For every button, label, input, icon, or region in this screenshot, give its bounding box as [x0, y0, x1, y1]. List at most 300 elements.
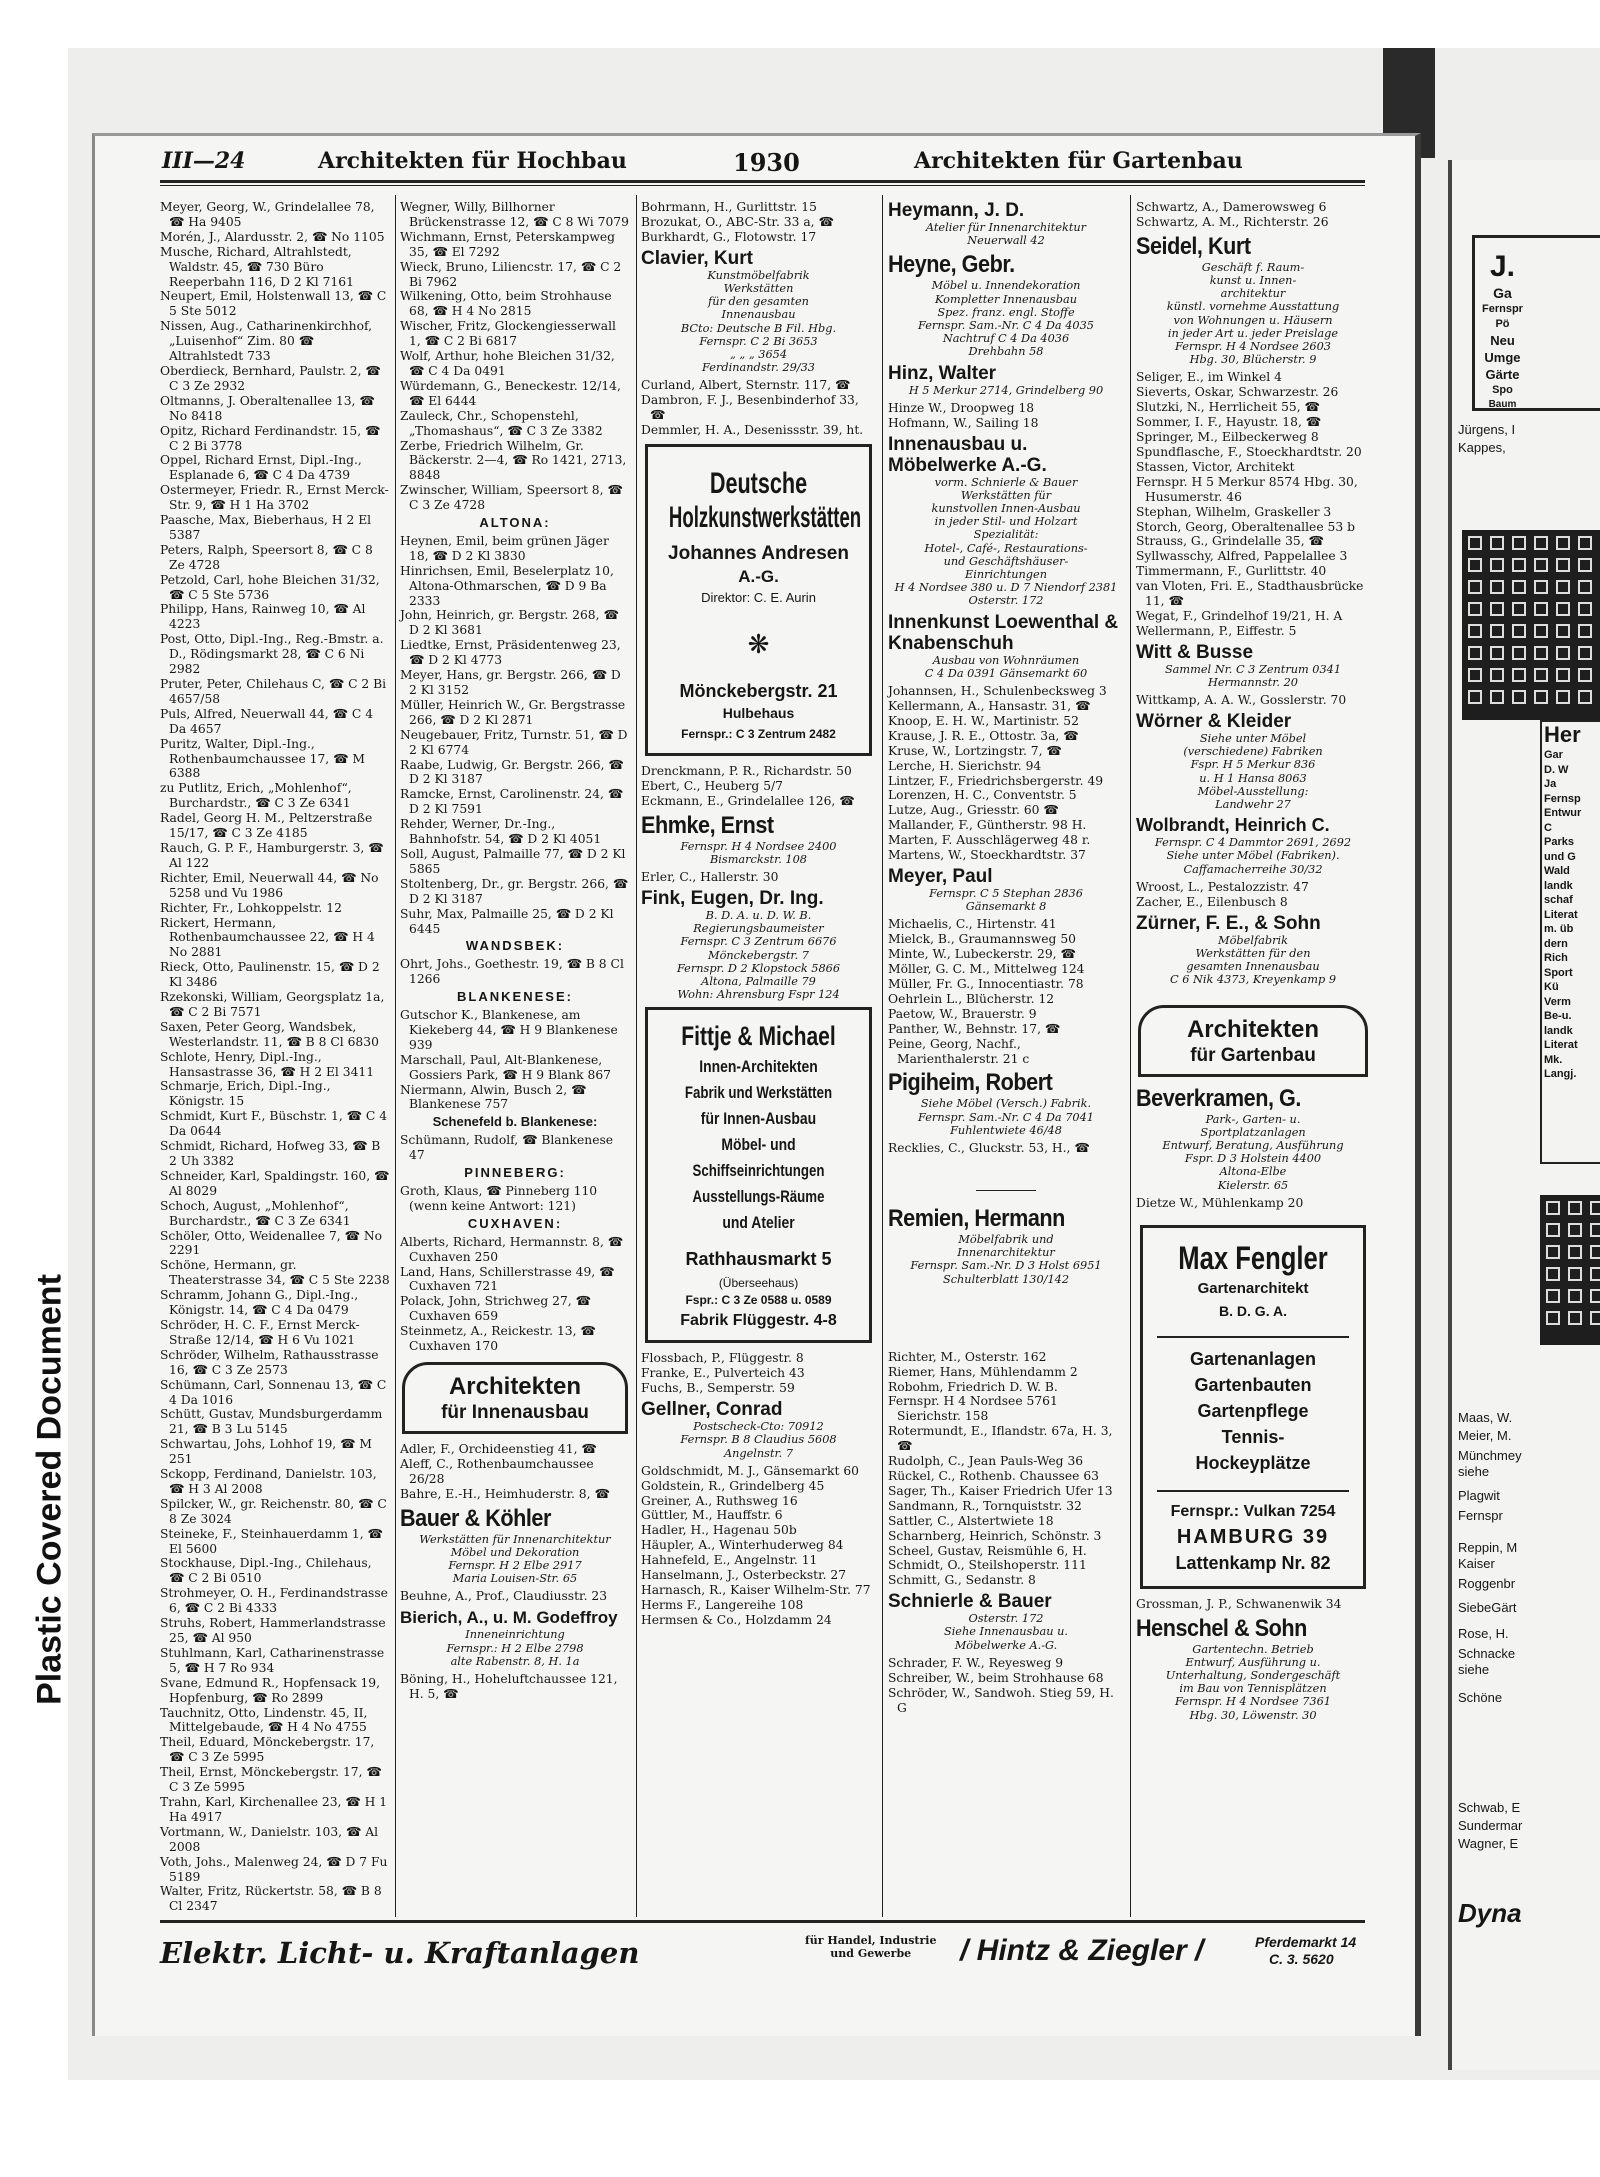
- firm-seidel: [1136, 233, 1370, 367]
- listing-entry: Schmidt, Kurt F., Büschstr. 1, ☎ C 4 Da 0644: [160, 1109, 388, 1139]
- listing-entry: Wischer, Fritz, Glockengiesserwall 1, ☎ C 2 Bi 6817: [400, 319, 616, 349]
- firm-detail: Altona-Elbe: [1219, 1165, 1287, 1179]
- ad-line: Hockeyplätze: [1195, 1452, 1311, 1473]
- adjacent-line: Münchmey: [1458, 1448, 1522, 1463]
- listing-entry: Johannsen, H., Schulenbecksweg 3: [888, 684, 1107, 699]
- pattern-cell: [1578, 668, 1592, 682]
- listing-entry: Steineke, F., Steinhauerdamm 1, ☎ El 5600: [160, 1526, 383, 1556]
- firm-name: Bauer & Köhler: [400, 1504, 551, 1532]
- firm-name: Wolbrandt, Heinrich C.: [1136, 815, 1330, 836]
- adjacent-ad-text: Rich: [1544, 952, 1568, 964]
- firm-detail: Fernspr. H 4 Nordsee 7361: [1175, 1695, 1331, 1709]
- adjacent-line: Rose, H.: [1458, 1626, 1509, 1641]
- firm-detail: Drehbahn 58: [968, 345, 1044, 359]
- listing-entry: Dambron, F. J., Besenbinderhof 33, ☎: [641, 393, 859, 423]
- listing-entry: Aleff, C., Rothenbaumchaussee 26/28: [400, 1456, 594, 1486]
- firm-detail: Osterstr. 172: [968, 594, 1044, 608]
- listing-entry: Beuhne, A., Prof., Claudiusstr. 23: [400, 1589, 608, 1604]
- firm-detail: kunst u. Innen-: [1209, 274, 1297, 288]
- listing-entry: Lintzer, F., Friedrichsbergerstr. 49: [888, 773, 1104, 788]
- pattern-cell: [1568, 1223, 1582, 1237]
- firm-detail: Ferdinandstr. 29/33: [702, 361, 815, 375]
- pattern-cell: [1534, 646, 1548, 660]
- firm-name: Witt & Busse: [1136, 641, 1254, 663]
- listing-entry: Struhs, Robert, Hammerlandstrasse 25, ☎ Al 950: [160, 1616, 386, 1645]
- firm-name: Fink, Eugen, Dr. Ing.: [641, 888, 824, 909]
- firm-detail: H 4 Nordsee 380 u. D 7 Niendorf 2381: [894, 581, 1118, 595]
- listing-entry: Rückel, C., Rothenb. Chaussee 63: [888, 1469, 1099, 1483]
- firm-detail: Ausbau von Wohnräumen: [932, 653, 1080, 667]
- column-divider: [882, 195, 883, 1917]
- listing-entry: Wilkening, Otto, beim Strohhause 68, ☎ H 4 No 2815: [400, 289, 612, 319]
- pattern-cell: [1568, 1245, 1582, 1259]
- firm-detail: Inneneinrichtung: [465, 1628, 565, 1642]
- ad-line: Fittje & Michael: [681, 1021, 836, 1052]
- firm-detail: C 6 Nik 4373, Kreyenkamp 9: [1169, 973, 1337, 987]
- listing-entry: Gutschor K., Blankenese, am Kiekeberg 44, ☎ H 9 Blankenese 939: [400, 1008, 618, 1052]
- firm-name: Ehmke, Ernst: [641, 811, 774, 839]
- firm-detail: Maria Louisen-Str. 65: [452, 1572, 578, 1586]
- listing-entry: Pruter, Peter, Chilehaus C, ☎ C 2 Bi 4657/58: [160, 677, 387, 706]
- listing-entry: Marten, F. Ausschlägerweg 48 r.: [888, 833, 1091, 848]
- listing-entry: Schmidt, Richard, Hofweg 33, ☎ B 2 Uh 3382: [160, 1139, 381, 1168]
- adjacent-ad-text: landk: [1544, 1024, 1573, 1037]
- listing-entry: Erler, C., Hallerstr. 30: [641, 870, 779, 885]
- listing-entry: Alberts, Richard, Hermannstr. 8, ☎ Cuxhaven 250: [400, 1234, 624, 1264]
- firm-detail: „ „ „ 3654: [729, 347, 788, 361]
- ad-line: Gartenanlagen: [1189, 1348, 1317, 1369]
- firm-detail: Siehe unter Möbel (Fabriken).: [1166, 849, 1340, 863]
- firm-detail: Entwurf, Beratung, Ausführung: [1162, 1138, 1344, 1152]
- firm-detail: Innenausbau: [721, 308, 796, 322]
- adjacent-ad-text: schaf: [1544, 894, 1573, 906]
- adjacent-ad-text: landk: [1544, 879, 1573, 892]
- pattern-cell: [1546, 1201, 1560, 1215]
- firm-name: Heyne, Gebr.: [888, 251, 1015, 279]
- banner-line-1: Architekten: [448, 1372, 582, 1400]
- listing-entry: Rudolph, C., Jean Pauls-Weg 36: [888, 1454, 1084, 1469]
- footer-firm-name: Hintz & Ziegler: [976, 1934, 1187, 1967]
- listing-entry: Wellermann, P., Eiffestr. 5: [1136, 623, 1297, 638]
- firm-detail: Möbel u. Innendekoration: [931, 279, 1081, 293]
- firm-detail: Werkstätten für Innenarchitektur: [419, 1532, 611, 1546]
- listing-entry: Hanselmann, J., Osterbeckstr. 27: [641, 1568, 847, 1583]
- listing-entry: Schreiber, W., beim Strohhause 68: [888, 1670, 1104, 1685]
- pattern-cell: [1468, 602, 1482, 616]
- firm-detail: Möbel und Dekoration: [450, 1545, 580, 1559]
- listing-entry: Scheel, Gustav, Reismühle 6, H.: [888, 1543, 1087, 1558]
- listing-entry: Wichmann, Ernst, Peterskampweg 35, ☎ El 7292: [400, 229, 616, 259]
- listing-entry: Wegner, Willy, Billhorner Brückenstrasse 12, ☎ C 8 Wi 7079: [400, 200, 629, 229]
- pattern-cell: [1534, 536, 1548, 550]
- listing-entry: Sieverts, Oskar, Schwarzestr. 26: [1136, 385, 1339, 400]
- firm-name: Henschel & Sohn: [1136, 1614, 1307, 1642]
- listing-entry: Strohmeyer, O. H., Ferdinandstrasse 6, ☎ C 2 Bi 4333: [160, 1586, 388, 1616]
- pattern-cell: [1556, 646, 1570, 660]
- firm-clavier: [641, 248, 876, 375]
- firm-detail: Fernspr. C 2 Bi 3653: [699, 334, 818, 348]
- adjacent-ad-text: Verm: [1544, 995, 1571, 1008]
- pattern-cell: [1546, 1311, 1560, 1325]
- adjacent-ad-text: Mk.: [1544, 1053, 1563, 1066]
- firm-detail: für den gesamten: [708, 295, 809, 309]
- firm-detail: vorm. Schnierle & Bauer: [934, 475, 1078, 489]
- listing-entry: Svane, Edmund R., Hopfensack 19, Hopfenburg, ☎ Ro 2899: [160, 1675, 381, 1705]
- listing-entry: van Vloten, Fri. E., Stadthausbrücke 11, ☎: [1136, 579, 1364, 609]
- listing-entry: Oltmanns, J. Oberaltenallee 13, ☎ No 8418: [160, 393, 375, 423]
- header-right-title: Architekten für Gartenbau: [914, 148, 1243, 174]
- listing-entry: Marschall, Paul, Alt-Blankenese, Gossiers Park, ☎ H 9 Blank 867: [400, 1052, 611, 1082]
- banner-innenausbau: [402, 1362, 628, 1434]
- firm-detail: Möbelfabrik: [1218, 933, 1288, 947]
- pattern-cell: [1556, 602, 1570, 616]
- listing-entry: Möller, G. C. M., Mittelweg 124: [888, 962, 1085, 977]
- listing-entry: Flossbach, P., Flüggestr. 8: [641, 1351, 804, 1366]
- pattern-cell: [1534, 580, 1548, 594]
- footer-addr-1: Pferdemarkt 14: [1255, 1934, 1357, 1950]
- pattern-cell: [1556, 690, 1570, 704]
- footer-firm: / Hintz & Ziegler /: [960, 1934, 1204, 1967]
- listing-entry: Heynen, Emil, beim grünen Jäger 18, ☎ D 2 Kl 3830: [400, 533, 609, 563]
- pattern-cell: [1490, 536, 1504, 550]
- firm-name: Pigiheim, Robert: [888, 1069, 1053, 1097]
- firm-name: Remien, Hermann: [888, 1204, 1065, 1232]
- firm-henschel: [1136, 1615, 1370, 1722]
- listing-entry: Sckopp, Ferdinand, Danielstr. 103, ☎ H 3 Al 2008: [160, 1467, 377, 1496]
- firm-detail: BCto: Deutsche B Fil. Hbg.: [680, 321, 837, 335]
- listing-entry: Spilcker, W., gr. Reichenstr. 80, ☎ C 8 Ze 3024: [160, 1496, 387, 1526]
- adjacent-ad-text: Literat: [1544, 908, 1578, 921]
- firm-fink: [641, 888, 876, 1001]
- ornament-icon: ❋: [747, 628, 770, 659]
- listing-entry: Müller, Heinrich W., Gr. Bergstrasse 266, ☎ D 2 Kl 2871: [400, 697, 626, 727]
- listing-entry: Seliger, E., im Winkel 4: [1136, 370, 1282, 385]
- adjacent-line: Jürgens, I: [1458, 422, 1516, 437]
- firm-detail: Kompletter Innenausbau: [935, 292, 1077, 306]
- firm-detail: Bismarckstr. 108: [710, 852, 807, 866]
- pattern-cell: [1490, 646, 1504, 660]
- listing-entry: Schröder, Wilhelm, Rathausstrasse 16, ☎ C 3 Ze 2573: [160, 1347, 379, 1377]
- pattern-cell: [1578, 602, 1592, 616]
- adjacent-ad-text: D. W: [1544, 763, 1569, 776]
- adjacent-pattern: [1540, 1195, 1600, 1345]
- listing-entry: Voth, Johs., Malenweg 24, ☎ D 7 Fu 5189: [160, 1854, 388, 1884]
- listing-entry: Sager, Th., Kaiser Friedrich Ufer 13: [888, 1483, 1113, 1498]
- listing-entry: Schröder, H. C. F., Ernst Merck-Straße 12/14, ☎ H 6 Vu 1021: [160, 1317, 360, 1347]
- header-rule-thin: [160, 185, 1365, 186]
- firm-witt-busse: [1136, 642, 1370, 689]
- listing-entry: Wroost, L., Pestalozzistr. 47: [1136, 879, 1309, 894]
- listing-entry: Rotermundt, E., Iflandstr. 67a, H. 3, ☎: [888, 1424, 1113, 1454]
- listing-entry: Wieck, Bruno, Liliencstr. 17, ☎ C 2 Bi 7962: [400, 259, 622, 289]
- firm-detail: Hermannstr. 20: [1208, 675, 1298, 689]
- listing-entry: Schmitt, G., Sedanstr. 8: [888, 1573, 1036, 1588]
- listing-entry: Hermsen & Co., Holzdamm 24: [641, 1612, 832, 1627]
- listing-entry: Schütt, Gustav, Mundsburgerdamm 21, ☎ B 3 Lu 5145: [160, 1407, 383, 1437]
- pattern-cell: [1578, 690, 1592, 704]
- listing-entry: Riemer, Hans, Mühlendamm 2: [888, 1364, 1078, 1379]
- adjacent-line: siehe: [1458, 1464, 1490, 1479]
- pattern-cell: [1512, 690, 1526, 704]
- column-divider: [395, 195, 396, 1917]
- adjacent-line: SiebeGärt: [1458, 1600, 1517, 1615]
- pattern-cell: [1578, 580, 1592, 594]
- ad-line: Schiffseinrichtungen: [692, 1161, 825, 1181]
- listing-entry: Soll, August, Palmaille 77, ☎ D 2 Kl 5865: [400, 846, 626, 876]
- listing-entry: Puls, Alfred, Neuerwall 44, ☎ C 4 Da 4657: [160, 706, 374, 736]
- ad-line: Gartenpflege: [1197, 1400, 1309, 1421]
- ad-line: Möbel- und: [721, 1135, 796, 1155]
- adjacent-ad-text: Langj.: [1544, 1068, 1577, 1080]
- listing-entry: Richter, M., Osterstr. 162: [888, 1349, 1047, 1364]
- firm-detail: Wohn: Ahrensburg Fspr 124: [677, 988, 840, 1002]
- listing-entry: Petzold, Carl, hohe Bleichen 31/32, ☎ C 5 Ste 5736: [160, 572, 380, 602]
- pattern-cell: [1490, 580, 1504, 594]
- pattern-cell: [1468, 624, 1482, 638]
- firm-detail: künstl. vornehme Ausstattung: [1166, 300, 1340, 314]
- ad-line: Lattenkamp Nr. 82: [1175, 1552, 1331, 1573]
- pattern-cell: [1556, 558, 1570, 572]
- ad-line: HAMBURG 39: [1176, 1525, 1330, 1548]
- adjacent-ad-text: Sport: [1544, 966, 1573, 979]
- pattern-cell: [1468, 558, 1482, 572]
- ad-max-fengler: [1140, 1225, 1366, 1589]
- adjacent-ad-text: Umge: [1484, 350, 1521, 365]
- listing-entry: Oehrlein L., Blücherstr. 12: [888, 991, 1055, 1006]
- firm-meyer-paul: [888, 866, 1124, 913]
- section-schenefeld: Schenefeld b. Blankenese:: [432, 1114, 598, 1130]
- pattern-cell: [1490, 602, 1504, 616]
- ad-fittje-michael: [645, 1007, 872, 1343]
- listing-entry: Ebert, C., Heuberg 5/7: [641, 778, 783, 793]
- adjacent-line: Maas, W.: [1458, 1410, 1513, 1425]
- listing-entry: Robohm, Friedrich D. W. B.: [888, 1379, 1058, 1394]
- pattern-cell: [1512, 536, 1526, 550]
- listing-entry: Demmler, H. A., Desenissstr. 39, ht.: [641, 423, 864, 438]
- listing-entry: Musche, Richard, Altrahlstedt, Waldstr. 45, ☎ 730 Büro Reeperbahn 116, D 2 Kl 7161: [160, 244, 354, 289]
- adjacent-line: Reppin, M: [1458, 1540, 1518, 1555]
- firm-detail: Fspr. H 5 Merkur 836: [1190, 758, 1316, 772]
- listing-entry: Morén, J., Alardusstr. 2, ☎ No 1105: [160, 229, 385, 244]
- pattern-cell: [1490, 668, 1504, 682]
- firm-detail: im Bau von Tennisplätzen: [1179, 1682, 1327, 1696]
- adjacent-line: Kaiser: [1458, 1556, 1495, 1571]
- listing-entry: Zacher, E., Eilenbusch 8: [1136, 894, 1288, 909]
- ad-line: Fernspr.: C 3 Zentrum 2482: [681, 726, 836, 741]
- adjacent-line: Schöne: [1458, 1690, 1503, 1705]
- ad-line: Direktor: C. E. Aurin: [701, 589, 816, 605]
- listing-entry: Nissen, Aug., Catharinenkirchhof, „Luisenhof“ Zim. 80 ☎ Altrahlstedt 733: [160, 319, 373, 364]
- ad-deutsche-holzkunst: [645, 444, 872, 756]
- firm-detail: und Geschäftshäuser-: [943, 554, 1069, 568]
- adjacent-ad-text: Kü: [1544, 981, 1559, 993]
- pattern-cell: [1556, 580, 1570, 594]
- firm-detail: Kunstmöbelfabrik: [707, 268, 810, 282]
- pattern-cell: [1512, 668, 1526, 682]
- firm-detail: Werkstätten: [723, 281, 794, 295]
- listing-entry: Sommer, I. F., Hayustr. 18, ☎: [1136, 415, 1322, 430]
- listing-entry: Herms F., Langereihe 108: [641, 1597, 804, 1612]
- pattern-cell: [1490, 624, 1504, 638]
- firm-detail: C 4 Da 0391 Gänsemarkt 60: [924, 666, 1088, 680]
- pattern-cell: [1490, 558, 1504, 572]
- listing-entry: Neupert, Emil, Holstenwall 13, ☎ C 5 Ste 5012: [160, 289, 387, 319]
- firm-detail: Siehe Innenausbau u.: [943, 1625, 1069, 1639]
- pattern-cell: [1512, 624, 1526, 638]
- footer-address: [1255, 1934, 1356, 1968]
- pattern-cell: [1546, 1289, 1560, 1303]
- listing-entry: Lorenzen, H. C., Conventstr. 5: [888, 788, 1077, 803]
- column-1: [160, 200, 390, 1914]
- firm-detail: Innenarchitektur: [957, 1246, 1055, 1260]
- listing-entry: Zwinscher, William, Speersort 8, ☎ C 3 Ze 4728: [400, 483, 623, 513]
- listing-entry: Sandmann, R., Tornquiststr. 32: [888, 1498, 1082, 1513]
- listing-entry: Güttler, M., Hauffstr. 6: [641, 1508, 783, 1523]
- firm-detail: Neuerwall 42: [967, 234, 1045, 248]
- section-blankenese: BLANKENESE:: [457, 989, 573, 1005]
- ad-line: (Überseehaus): [718, 1276, 799, 1291]
- firm-detail: Siehe unter Möbel: [1199, 732, 1307, 746]
- adjacent-line: Schwab, E: [1458, 1800, 1521, 1815]
- listing-entry: Dietze W., Mühlenkamp 20: [1136, 1195, 1304, 1210]
- firm-detail: Fernspr. H 2 Elbe 2917: [448, 1559, 582, 1572]
- pattern-cell: [1590, 1201, 1600, 1215]
- footer-rule: [160, 1920, 1365, 1923]
- column-divider: [1130, 195, 1131, 1917]
- firm-detail: Fernspr. C 5 Stephan 2836: [929, 886, 1083, 900]
- pattern-cell: [1534, 602, 1548, 616]
- firm-detail: Fernspr. Sam.-Nr. D 3 Holst 6951: [910, 1259, 1102, 1273]
- firm-detail: Fspr. D 3 Holstein 4400: [1184, 1152, 1322, 1166]
- firm-name: Meyer, Paul: [888, 865, 993, 887]
- ad-line: für Innen-Ausbau: [700, 1109, 817, 1129]
- listing-entry: Oberdieck, Bernhard, Paulstr. 2, ☎ C 3 Ze 2932: [160, 363, 381, 393]
- firm-detail: Mönckebergstr. 7: [708, 948, 809, 962]
- listing-entry: Scharnberg, Heinrich, Schönstr. 3: [888, 1528, 1102, 1543]
- adjacent-ad-text: Parks: [1544, 836, 1574, 848]
- firm-wolbrandt: [1136, 815, 1370, 876]
- side-label: Plastic Covered Document: [30, 1274, 69, 1705]
- adjacent-ad-text: Fernspr: [1482, 303, 1523, 315]
- firm-detail: alte Rabenstr. 8, H. 1a: [450, 1654, 580, 1668]
- firm-innenkunst: [888, 612, 1124, 680]
- pattern-cell: [1556, 536, 1570, 550]
- firm-detail: Sammel Nr. C 3 Zentrum 0341: [1164, 662, 1342, 676]
- firm-detail: Fernspr. D 2 Klopstock 5866: [676, 961, 841, 975]
- pattern-cell: [1546, 1245, 1560, 1259]
- listing-entry: Michaelis, C., Hirtenstr. 41: [888, 917, 1057, 932]
- firm-name: Schnierle & Bauer: [888, 1591, 1052, 1613]
- listing-entry: Würdemann, G., Beneckestr. 12/14, ☎ El 6444: [400, 378, 621, 408]
- listing-entry: Spundflasche, F., Stoeckhardtstr. 20: [1136, 444, 1362, 459]
- listing-entry: Meyer, Georg, W., Grindelallee 78, ☎ Ha 9405: [160, 200, 375, 229]
- firm-detail: von Wohnungen u. Häusern: [1173, 313, 1333, 327]
- listing-entry: Rzekonski, William, Georgsplatz 1a, ☎ C 2 Bi 7571: [160, 990, 385, 1019]
- column-divider: [636, 195, 637, 1917]
- firm-woerner-kleider: [1136, 711, 1370, 811]
- listing-entry: Springer, M., Eilbeckerweg 8: [1136, 430, 1319, 445]
- firm-heyne: [888, 251, 1124, 358]
- ad-line: B. D. G. A.: [1219, 1302, 1287, 1319]
- firm-detail: Werkstätten für: [960, 488, 1052, 502]
- pattern-cell: [1512, 646, 1526, 660]
- listing-entry: Peters, Ralph, Speersort 8, ☎ C 8 Ze 4728: [160, 542, 373, 572]
- listing-entry: Stephan, Wilhelm, Graskeller 3: [1136, 504, 1332, 519]
- adjacent-ad-text: und G: [1544, 850, 1576, 863]
- firm-detail: Fernspr.: H 2 Elbe 2798: [446, 1641, 584, 1655]
- listing-entry: Müller, Fr. G., Innocentiastr. 78: [888, 976, 1084, 991]
- ad-line: Tennis-: [1221, 1426, 1285, 1447]
- pattern-cell: [1512, 580, 1526, 594]
- firm-detail: Unterhaltung, Sondergeschäft: [1165, 1668, 1341, 1682]
- adjacent-ad-text: Ga: [1493, 285, 1512, 301]
- pattern-cell: [1590, 1267, 1600, 1281]
- banner-line-2: für Innenausbau: [441, 1401, 589, 1423]
- listing-entry: Fernspr. H 5 Merkur 8574 Hbg. 30, Husumerstr. 46: [1136, 474, 1358, 504]
- section-altona: ALTONA:: [479, 515, 551, 531]
- listing-entry: Hinze W., Droopweg 18: [888, 400, 1035, 415]
- adjacent-ad-text: m. üb: [1544, 923, 1574, 935]
- listing-entry: Schrader, F. W., Reyesweg 9: [888, 1655, 1064, 1670]
- firm-detail: Schulterblatt 130/142: [942, 1272, 1070, 1286]
- adjacent-line: Fernspr: [1458, 1508, 1503, 1523]
- pattern-cell: [1568, 1267, 1582, 1281]
- banner-gartenbau: [1138, 1005, 1368, 1077]
- listing-entry: Rieck, Otto, Paulinenstr. 15, ☎ D 2 Kl 3486: [160, 960, 380, 990]
- firm-detail: Nachtruf C 4 Da 4036: [942, 332, 1070, 346]
- firm-detail: architektur: [1220, 287, 1286, 301]
- listing-entry: Reckl​ies, C., Gluckstr. 53, H., ☎: [888, 1141, 1090, 1156]
- firm-detail: H 5 Merkur 2714, Grindelberg 90: [908, 383, 1104, 397]
- pattern-cell: [1590, 1245, 1600, 1259]
- firm-detail: kunstvollen Innen-Ausbau: [931, 502, 1081, 516]
- pattern-cell: [1590, 1311, 1600, 1325]
- firm-detail: Caffamacherreihe 30/32: [1183, 862, 1323, 876]
- listing-entry: Bahre, E.-H., Heimhuderstr. 8, ☎: [400, 1486, 610, 1501]
- listing-entry: Rauch, G. P. F., Hamburgerstr. 3, ☎ Al 122: [160, 840, 384, 870]
- adjacent-ad-text: Neu: [1490, 333, 1515, 348]
- listing-entry: Slutzki, N., Herrlicheit 55, ☎: [1136, 400, 1320, 415]
- pattern-cell: [1534, 668, 1548, 682]
- firm-name: Zürner, F. E., & Sohn: [1136, 912, 1321, 934]
- footer-small: [805, 1934, 936, 1960]
- firm-detail: Gänsemarkt 8: [965, 900, 1047, 914]
- listing-entry: Liedtke, Ernst, Präsidentenweg 23, ☎ D 2 Kl 4773: [400, 638, 621, 668]
- pattern-cell: [1534, 690, 1548, 704]
- firm-detail: Fernspr. H 4 Nordsee 2400: [680, 839, 837, 853]
- listing-entry: Meyer, Hans, gr. Bergstr. 266, ☎ D 2 Kl 3152: [400, 668, 621, 697]
- footer-small-2: und Gewerbe: [830, 1947, 912, 1960]
- firm-detail: Fernspr. Sam.-Nr. C 4 Da 4035: [918, 319, 1094, 333]
- firm-detail: gesamten Innenausbau: [1186, 960, 1320, 974]
- divider: [976, 1190, 1036, 1191]
- firm-detail: Spez. franz. engl. Stoffe: [937, 305, 1075, 319]
- firm-bauer-koehler: [400, 1505, 630, 1586]
- adjacent-ad-text: Literat: [1544, 1039, 1578, 1051]
- listing-entry: Schmarje, Erich, Dipl.-Ing., Königstr. 15: [160, 1079, 331, 1109]
- pattern-cell: [1468, 536, 1482, 550]
- adjacent-ad-text: Wald: [1544, 865, 1570, 877]
- firm-detail: Entwurf, Ausführung u.: [1185, 1655, 1321, 1669]
- ad-line: Ausstellungs-Räume: [692, 1187, 825, 1207]
- adjacent-ad-text: Ja: [1544, 778, 1557, 790]
- listing-entry: Kellermann, A., Hansastr. 31, ☎: [888, 698, 1091, 713]
- ad-line: Johannes Andresen: [668, 542, 849, 564]
- firm-name: Gellner, Conrad: [641, 1399, 783, 1421]
- listing-entry: Schwartz, A., Damerowsweg 6: [1136, 200, 1327, 214]
- pattern-cell: [1468, 580, 1482, 594]
- firm-innenausbau-moebelwerke: [888, 434, 1124, 608]
